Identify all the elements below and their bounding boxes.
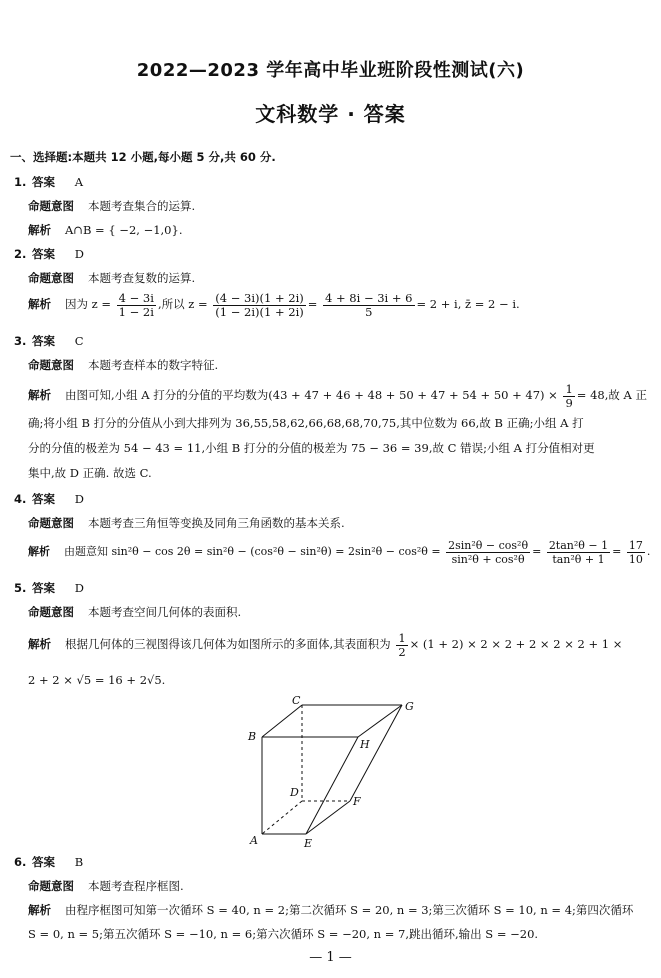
analysis-label: 解析 [28,637,51,651]
analysis-text: 根据几何体的三视图得该几何体为如图所示的多面体,其表面积为 [65,637,391,651]
vertex-label-A: A [250,834,258,847]
denominator: sin²θ + cos²θ [451,552,525,566]
edge-FG [350,705,402,801]
analysis-text: = 48,故 A 正 [576,388,647,402]
analysis-text: 由程序框图可知第一次循环 S = 40, n = 2;第二次循环 S = 20, n = 3;第三次循环 S = 10, n = 4;第四次循环 [65,903,634,917]
vertex-label-D: D [290,786,299,799]
fraction [213,292,305,319]
analysis-text: 由题意知 sin²θ − cos 2θ = sin²θ − (cos²θ − sin²θ) = 2sin²θ − cos²θ = [64,545,441,558]
question-number: 5. [14,581,27,595]
numerator: (4 − 3i)(1 + 2i) [215,290,304,305]
analysis-text: = [532,545,542,558]
analysis-label: 解析 [28,545,50,558]
question-2-answer [14,246,84,262]
analysis-text: = [612,545,622,558]
page-subtitle: 文科数学 · 答案 [255,102,406,126]
question-6-intent [28,878,184,894]
analysis-text: 由图可知,小组 A 打分的分值的平均数为(43 + 47 + 46 + 48 + 50 + 47 + 54 + 50 + 47) × [65,388,558,402]
question-number: 1. [14,175,27,189]
section-heading: 一、选择题:本题共 12 小题,每小题 5 分,共 60 分. [10,150,276,164]
analysis-text: = [307,297,318,311]
edge-BC [262,705,302,737]
intent-text: 本题考查集合的运算. [88,199,196,213]
denominator: 10 [628,552,643,566]
denominator: 1 − 2i [118,304,154,319]
numerator: 4 + 8i − 3i + 6 [325,290,413,305]
answer-value: D [74,581,84,595]
analysis-label: 解析 [28,903,51,917]
analysis-continuation: 2 + 2 × √5 = 16 + 2√5. [28,673,166,687]
answer-label: 答案 [32,581,56,595]
analysis-text: 因为 z = [65,297,112,311]
intent-label: 命题意图 [28,879,74,893]
answer-value: D [74,247,84,261]
intent-label: 命题意图 [28,271,74,285]
analysis-label: 解析 [28,223,51,237]
denominator: 2 [398,644,406,659]
answer-label: 答案 [32,247,56,261]
numerator: 1 [398,630,406,645]
question-3-answer [14,333,84,349]
question-number: 6. [14,855,27,869]
intent-label: 命题意图 [28,358,74,372]
intent-text: 本题考查三角恒等变换及同角三角函数的基本关系. [88,516,345,530]
analysis-label: 解析 [28,297,51,311]
numerator: 17 [628,538,643,552]
question-2-intent [28,270,195,286]
edge-HG [358,705,402,737]
question-1-intent [28,198,195,214]
page-number: — 1 — [309,950,352,965]
question-6-answer [14,854,83,870]
question-4-answer [14,491,84,507]
analysis-text: ,所以 z = [157,297,208,311]
polyhedron-figure [240,690,430,850]
vertex-label-G: G [405,700,414,713]
intent-text: 本题考查复数的运算. [88,271,196,285]
fraction [627,539,645,566]
denominator: tan²θ + 1 [552,552,605,566]
fraction [547,539,610,566]
analysis-text: = 2 + i, z̄ = 2 − i. [416,297,520,311]
intent-text: 本题考查空间几何体的表面积. [88,605,242,619]
analysis-continuation: 分的分值的极差为 54 − 43 = 11,小组 B 打分的分值的极差为 75 − 36 = 39,故 C 错误;小组 A 打分值相对更 [28,441,595,455]
answer-label: 答案 [32,855,56,869]
question-2-analysis [28,290,520,319]
question-number: 4. [14,492,27,506]
vertex-label-E: E [304,837,313,850]
analysis-continuation: 确;将小组 B 打分的分值从小到大排列为 36,55,58,62,66,68,68,70,75,其中位数为 66,故 B 正确;小组 A 打 [28,416,584,430]
fraction [117,292,156,319]
denominator: (1 − 2i)(1 + 2i) [215,304,304,319]
question-1-answer [14,174,83,190]
fraction [396,632,407,659]
answer-value: C [74,334,84,348]
numerator: 2sin²θ − cos²θ [448,538,529,552]
question-number: 3. [14,334,27,348]
question-number: 2. [14,247,27,261]
vertex-label-C: C [292,694,301,707]
answer-label: 答案 [32,175,56,189]
question-4-intent [28,515,345,531]
question-3-analysis [28,381,647,410]
fraction [563,383,574,410]
vertex-label-F: F [353,795,361,808]
intent-label: 命题意图 [28,516,74,530]
answer-value: B [74,855,84,869]
fraction [323,292,414,319]
intent-label: 命题意图 [28,199,74,213]
edge-EH [306,737,358,834]
analysis-continuation: 集中,故 D 正确. 故选 C. [28,466,152,480]
answer-label: 答案 [32,334,56,348]
edge-EF [306,801,350,834]
numerator: 4 − 3i [118,290,154,305]
question-5-analysis [28,630,622,659]
denominator: 9 [565,395,573,410]
question-5-answer [14,580,84,596]
answer-value: A [74,175,83,189]
question-1-analysis [28,222,182,238]
intent-text: 本题考查程序框图. [88,879,184,893]
denominator: 5 [365,304,373,319]
vertex-label-B: B [248,730,257,743]
answer-label: 答案 [32,492,56,506]
answer-value: D [74,492,84,506]
vertex-label-H: H [360,738,370,751]
numerator: 1 [565,381,573,396]
intent-label: 命题意图 [28,605,74,619]
intent-text: 本题考查样本的数字特征. [88,358,219,372]
analysis-text: . [646,545,651,558]
analysis-label: 解析 [28,388,51,402]
question-4-analysis [28,538,650,566]
page-title: 2022—2023 学年高中毕业班阶段性测试(六) [136,60,525,81]
question-6-analysis [28,902,633,918]
analysis-continuation: S = 0, n = 5;第五次循环 S = −10, n = 6;第六次循环 S = −20, n = 7,跳出循环,输出 S = −20. [28,927,539,941]
numerator: 2tan²θ − 1 [548,538,609,552]
hidden-edge-DA [262,801,302,834]
analysis-text: A∩B = { −2, −1,0}. [65,223,183,237]
fraction [446,539,530,566]
question-5-intent [28,604,241,620]
analysis-text: × (1 + 2) × 2 × 2 + 2 × 2 × 2 + 1 × [409,637,623,651]
question-3-intent [28,357,218,373]
